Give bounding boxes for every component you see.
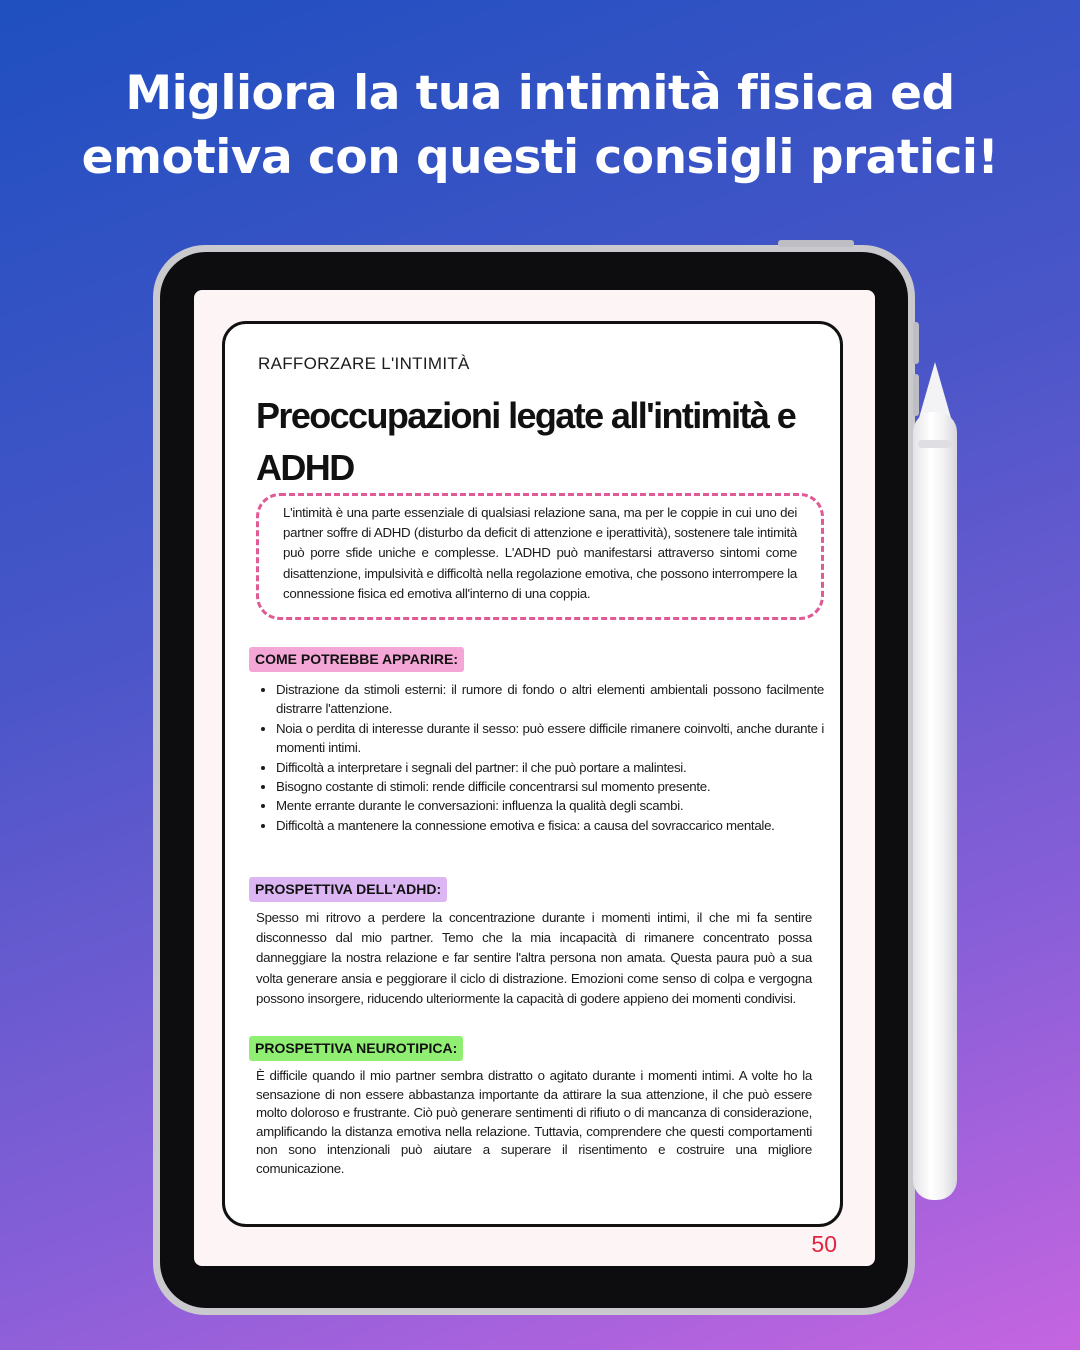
headline — [0, 62, 1080, 190]
apple-pencil — [913, 412, 957, 1200]
list-item: • Bisogno costante di stimoli: rende difficile concentrarsi sul momento presente. — [276, 777, 824, 796]
tablet-volume-up-button — [913, 322, 919, 364]
label-prospettiva-adhd: PROSPETTIVA DELL'ADHD: — [249, 877, 447, 902]
list-item: • Noia o perdita di interesse durante il sesso: può essere difficile rimanere coinvolti, anche durante i momenti intimi. — [276, 719, 824, 758]
label-prospettiva-neurotipica: PROSPETTIVA NEUROTIPICA: — [249, 1036, 463, 1061]
list-item: • Mente errante durante le conversazioni: influenza la qualità degli scambi. — [276, 796, 824, 815]
list-item: • Difficoltà a interpretare i segnali del partner: il che può portare a malintesi. — [276, 758, 824, 777]
headline-line-2: emotiva con questi consigli pratici! — [81, 130, 999, 185]
document-title: Preoccupazioni legate all'intimità e ADHD — [256, 395, 796, 488]
neurotypical-perspective-text: È difficile quando il mio partner sembra distratto o agitato durante i momenti intimi. A volte ho la sensazione di non essere abbastanza importante da attirare la sua attenzione, il che può essere molto doloroso e frustrante. Ciò può generare sentimenti di rifiuto o di mancanza di considerazione, amplificando la distanza emotiva nella relazione. Tuttavia, comprendere che questi comportamenti non sono intenzionali può aiutare a superare il risentimento e costruire una migliore comunicazione. — [256, 1068, 812, 1176]
symptom-list — [258, 680, 824, 835]
list-item: • Distrazione da stimoli esterni: il rumore di fondo o altri elementi ambientali possono facilmente distrarre l'attenzione. — [276, 680, 824, 719]
pencil-tip — [919, 362, 951, 418]
section-eyebrow: RAFFORZARE L'INTIMITÀ — [258, 354, 470, 373]
document-card — [222, 321, 843, 1227]
intro-box: L'intimità è una parte essenziale di qualsiasi relazione sana, ma per le coppie in cui uno dei partner soffre di ADHD (disturbo da deficit di attenzione e iperattività), sostenere tale intimità può porre sfide uniche e complesse. L'ADHD può manifestarsi attraverso sintomi come disattenzione, impulsività e difficoltà nella regolazione emotiva, che possono interrompere la connessione fisica ed emotiva all'interno di una coppia. — [256, 493, 824, 620]
pencil-flat-edge — [918, 440, 952, 448]
tablet-screen — [194, 290, 875, 1266]
tablet-top-button — [778, 240, 854, 247]
label-come-potrebbe-apparire: COME POTREBBE APPARIRE: — [249, 647, 464, 672]
page-number: 50 — [811, 1231, 837, 1257]
headline-line-1: Migliora la tua intimità fisica ed — [125, 66, 955, 121]
adhd-perspective-text: Spesso mi ritrovo a perdere la concentrazione durante i momenti intimi, il che mi fa sentire disconnesso dal mio partner. Temo che la mia incapacità di rimanere concentrato possa danneggiare la nostra relazione e far sentire l'altra persona non amata. Questa paura può a sua volta generare ansia e peggiorare il ciclo di distrazione. Emozioni come senso di colpa e vergogna possono insorgere, riducendo ulteriormente la capacità di godere appieno dei momenti condivisi. — [256, 910, 812, 1006]
list-item: • Difficoltà a mantenere la connessione emotiva e fisica: a causa del sovraccarico mentale. — [276, 816, 824, 835]
